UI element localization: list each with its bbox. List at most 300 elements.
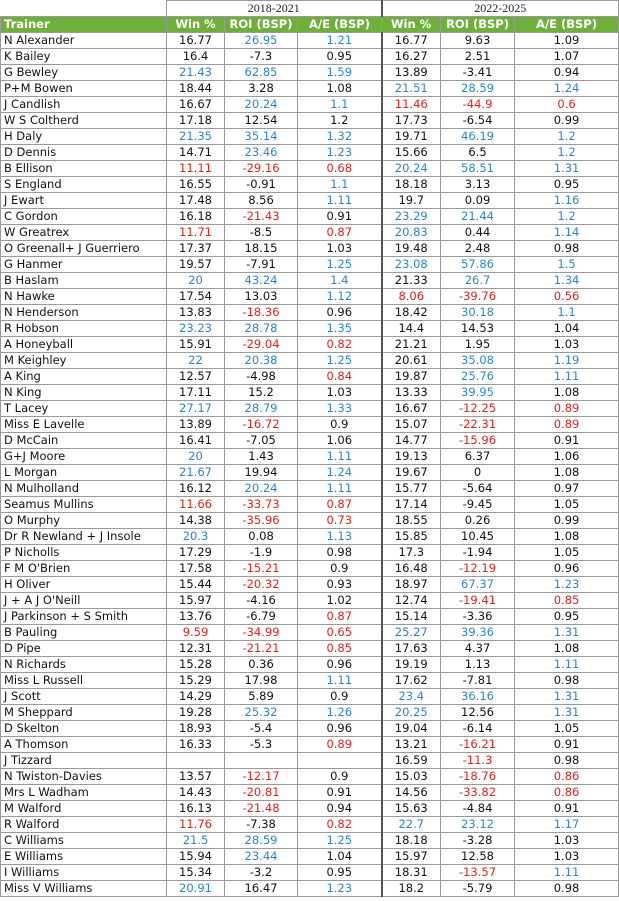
roi-2018-cell: -1.9 xyxy=(225,545,298,561)
win-pct-2022-cell: 15.63 xyxy=(382,801,441,817)
ae-2018-cell: 1.1 xyxy=(298,177,382,193)
win-pct-2018-cell: 17.48 xyxy=(167,193,225,209)
roi-2018-cell: -4.98 xyxy=(225,369,298,385)
table-row xyxy=(1,737,619,753)
win-pct-2018-cell: 16.4 xyxy=(167,49,225,65)
roi-2022-cell: 6.5 xyxy=(441,145,515,161)
roi-2018-cell: -7.38 xyxy=(225,817,298,833)
win-pct-2018-cell: 17.18 xyxy=(167,113,225,129)
ae-2022-cell: 1.11 xyxy=(515,657,619,673)
ae-2022-cell: 0.97 xyxy=(515,481,619,497)
trainer-name-cell: M Walford xyxy=(1,801,167,817)
roi-2018-cell: 15.2 xyxy=(225,385,298,401)
ae-2022-cell: 1.31 xyxy=(515,161,619,177)
trainer-name-cell: C Williams xyxy=(1,833,167,849)
win-pct-2022-cell: 23.29 xyxy=(382,209,441,225)
roi-2018-cell: -4.16 xyxy=(225,593,298,609)
ae-2022-cell: 1.24 xyxy=(515,81,619,97)
win-pct-2018-cell: 16.77 xyxy=(167,33,225,49)
ae-2018-cell: 0.82 xyxy=(298,337,382,353)
table-row xyxy=(1,753,619,769)
ae-2018-cell: 1.11 xyxy=(298,673,382,689)
roi-2018-cell: -8.5 xyxy=(225,225,298,241)
ae-2022-cell: 1.34 xyxy=(515,273,619,289)
trainer-name-cell: R Walford xyxy=(1,817,167,833)
roi-2018-cell: -5.4 xyxy=(225,721,298,737)
ae-2018-cell: 1.35 xyxy=(298,321,382,337)
trainer-name-cell: O Greenall+ J Guerriero xyxy=(1,241,167,257)
ae-2018-cell xyxy=(298,753,382,769)
win-pct-2018-cell: 11.76 xyxy=(167,817,225,833)
table-row xyxy=(1,241,619,257)
roi-2018-cell: -16.72 xyxy=(225,417,298,433)
table-row xyxy=(1,321,619,337)
roi-2018-cell: -0.91 xyxy=(225,177,298,193)
ae-2018-cell: 1.11 xyxy=(298,193,382,209)
table-row xyxy=(1,209,619,225)
win-pct-2022-cell: 18.42 xyxy=(382,305,441,321)
ae-2018-cell: 0.91 xyxy=(298,785,382,801)
table-row xyxy=(1,225,619,241)
ae-2018-cell: 0.68 xyxy=(298,161,382,177)
ae-2022-cell: 1.11 xyxy=(515,865,619,881)
roi-2022-cell: -6.54 xyxy=(441,113,515,129)
table-row xyxy=(1,721,619,737)
win-pct-2022-cell: 18.31 xyxy=(382,865,441,881)
roi-2022-cell: 9.63 xyxy=(441,33,515,49)
ae-2022-cell: 0.85 xyxy=(515,593,619,609)
roi-2022-cell: -3.36 xyxy=(441,609,515,625)
ae-2018-cell: 1.25 xyxy=(298,833,382,849)
ae-2022-cell: 1.2 xyxy=(515,129,619,145)
win-pct-2018-cell: 15.97 xyxy=(167,593,225,609)
ae-2018-cell: 1.2 xyxy=(298,113,382,129)
roi-2018-cell: 23.44 xyxy=(225,849,298,865)
roi-2022-cell: 25.76 xyxy=(441,369,515,385)
trainer-name-cell: J Scott xyxy=(1,689,167,705)
roi-2018-cell: 28.59 xyxy=(225,833,298,849)
roi-2022-cell: 4.37 xyxy=(441,641,515,657)
roi-2022-cell: -22.31 xyxy=(441,417,515,433)
ae-2022-cell: 1.1 xyxy=(515,305,619,321)
win-pct-2022-cell: 18.2 xyxy=(382,881,441,897)
win-pct-2022-cell: 21.33 xyxy=(382,273,441,289)
roi-2022-cell: -33.82 xyxy=(441,785,515,801)
ae-2022-cell: 0.94 xyxy=(515,65,619,81)
table-row xyxy=(1,337,619,353)
ae-2022-cell: 1.2 xyxy=(515,145,619,161)
ae-2018-cell: 0.93 xyxy=(298,577,382,593)
win-pct-2018-cell: 17.29 xyxy=(167,545,225,561)
roi-2022-cell: 1.95 xyxy=(441,337,515,353)
ae-2022-cell: 1.31 xyxy=(515,705,619,721)
table-row xyxy=(1,689,619,705)
win-pct-2018-cell: 16.55 xyxy=(167,177,225,193)
trainer-name-cell: S England xyxy=(1,177,167,193)
win-pct-2022-cell: 15.77 xyxy=(382,481,441,497)
roi-2022-cell: -12.19 xyxy=(441,561,515,577)
win-pct-2018-cell: 15.28 xyxy=(167,657,225,673)
ae-2018-cell: 0.9 xyxy=(298,769,382,785)
ae-2018-cell: 1.08 xyxy=(298,81,382,97)
ae-2022-cell: 1.16 xyxy=(515,193,619,209)
table-row xyxy=(1,177,619,193)
win-pct-2018-cell: 19.57 xyxy=(167,257,225,273)
win-pct-2022-cell: 19.71 xyxy=(382,129,441,145)
win-pct-2018-cell: 13.76 xyxy=(167,609,225,625)
win-pct-2022-cell: 17.73 xyxy=(382,113,441,129)
trainer-name-cell: N King xyxy=(1,385,167,401)
table-row xyxy=(1,49,619,65)
ae-2022-cell: 0.98 xyxy=(515,673,619,689)
table-row xyxy=(1,369,619,385)
win-pct-2018-cell: 20.3 xyxy=(167,529,225,545)
roi-2022-cell: 3.13 xyxy=(441,177,515,193)
trainer-name-cell: R Hobson xyxy=(1,321,167,337)
trainer-name-cell: I Williams xyxy=(1,865,167,881)
roi-2022-cell: -7.81 xyxy=(441,673,515,689)
roi-2018-cell: 43.24 xyxy=(225,273,298,289)
ae-2018-cell: 0.9 xyxy=(298,561,382,577)
roi-2022-cell: -13.57 xyxy=(441,865,515,881)
ae-2022-cell: 0.98 xyxy=(515,753,619,769)
ae-2022-cell: 0.98 xyxy=(515,881,619,897)
ae-2018-cell: 1.11 xyxy=(298,449,382,465)
roi-2018-cell: 12.54 xyxy=(225,113,298,129)
trainer-name-cell: Seamus Mullins xyxy=(1,497,167,513)
table-row xyxy=(1,561,619,577)
trainer-name-cell: Mrs L Wadham xyxy=(1,785,167,801)
win-pct-2018-cell: 17.58 xyxy=(167,561,225,577)
roi-2022-cell: 58.51 xyxy=(441,161,515,177)
roi-2022-cell: 2.51 xyxy=(441,49,515,65)
trainer-name-cell: Dr R Newland + J Insole xyxy=(1,529,167,545)
ae-2018-cell: 1.11 xyxy=(298,481,382,497)
roi-2018-cell: 28.79 xyxy=(225,401,298,417)
ae-2022-cell: 1.31 xyxy=(515,625,619,641)
win-pct-2018-cell: 18.93 xyxy=(167,721,225,737)
col-header-roi-2[interactable]: ROI (BSP) xyxy=(441,17,515,33)
win-pct-2022-cell: 16.67 xyxy=(382,401,441,417)
table-row xyxy=(1,273,619,289)
roi-2018-cell: 13.03 xyxy=(225,289,298,305)
trainer-name-cell: C Gordon xyxy=(1,209,167,225)
roi-2018-cell: -7.3 xyxy=(225,49,298,65)
roi-2018-cell: 8.56 xyxy=(225,193,298,209)
ae-2018-cell: 0.94 xyxy=(298,801,382,817)
roi-2022-cell: 12.58 xyxy=(441,849,515,865)
roi-2022-cell: 39.95 xyxy=(441,385,515,401)
win-pct-2022-cell: 21.51 xyxy=(382,81,441,97)
table-row xyxy=(1,545,619,561)
ae-2022-cell: 1.03 xyxy=(515,337,619,353)
roi-2018-cell: -18.36 xyxy=(225,305,298,321)
win-pct-2022-cell: 14.56 xyxy=(382,785,441,801)
trainer-name-cell: Miss E Lavelle xyxy=(1,417,167,433)
table-row xyxy=(1,113,619,129)
table-row xyxy=(1,881,619,897)
ae-2018-cell: 0.98 xyxy=(298,545,382,561)
roi-2022-cell: -12.25 xyxy=(441,401,515,417)
roi-2018-cell: -15.21 xyxy=(225,561,298,577)
ae-2022-cell: 1.17 xyxy=(515,817,619,833)
roi-2022-cell: -1.94 xyxy=(441,545,515,561)
trainer-name-cell: O Murphy xyxy=(1,513,167,529)
roi-2018-cell: 0.36 xyxy=(225,657,298,673)
win-pct-2018-cell: 11.71 xyxy=(167,225,225,241)
roi-2022-cell: -3.41 xyxy=(441,65,515,81)
table-row xyxy=(1,497,619,513)
win-pct-2022-cell: 19.19 xyxy=(382,657,441,673)
ae-2022-cell: 1.31 xyxy=(515,689,619,705)
roi-2022-cell: 30.18 xyxy=(441,305,515,321)
win-pct-2022-cell: 14.77 xyxy=(382,433,441,449)
table-body xyxy=(1,33,619,897)
win-pct-2018-cell: 21.5 xyxy=(167,833,225,849)
win-pct-2022-cell: 18.18 xyxy=(382,177,441,193)
table-row xyxy=(1,529,619,545)
trainer-name-cell: A Honeyball xyxy=(1,337,167,353)
ae-2018-cell: 1.03 xyxy=(298,385,382,401)
win-pct-2022-cell: 13.21 xyxy=(382,737,441,753)
ae-2022-cell: 0.91 xyxy=(515,737,619,753)
ae-2022-cell: 1.09 xyxy=(515,33,619,49)
roi-2022-cell: 10.45 xyxy=(441,529,515,545)
ae-2022-cell: 1.04 xyxy=(515,321,619,337)
win-pct-2022-cell: 13.33 xyxy=(382,385,441,401)
ae-2022-cell: 1.14 xyxy=(515,225,619,241)
roi-2022-cell: 2.48 xyxy=(441,241,515,257)
col-header-win-pct-2[interactable]: Win % xyxy=(382,17,441,33)
roi-2022-cell: 1.13 xyxy=(441,657,515,673)
roi-2018-cell: -5.3 xyxy=(225,737,298,753)
ae-2018-cell: 1.06 xyxy=(298,433,382,449)
win-pct-2022-cell: 19.48 xyxy=(382,241,441,257)
column-header-row xyxy=(1,17,619,33)
roi-2022-cell: -5.79 xyxy=(441,881,515,897)
ae-2022-cell: 0.95 xyxy=(515,609,619,625)
win-pct-2018-cell: 14.38 xyxy=(167,513,225,529)
trainer-name-cell: D Pipe xyxy=(1,641,167,657)
roi-2018-cell: 62.85 xyxy=(225,65,298,81)
ae-2018-cell: 1.23 xyxy=(298,145,382,161)
roi-2022-cell: 67.37 xyxy=(441,577,515,593)
table-row xyxy=(1,385,619,401)
roi-2022-cell: 23.12 xyxy=(441,817,515,833)
table-row xyxy=(1,465,619,481)
roi-2018-cell: -21.21 xyxy=(225,641,298,657)
roi-2022-cell: -6.14 xyxy=(441,721,515,737)
win-pct-2022-cell: 19.7 xyxy=(382,193,441,209)
trainer-name-cell: Miss L Russell xyxy=(1,673,167,689)
col-header-ae[interactable]: A/E (BSP) xyxy=(298,17,382,33)
table-row xyxy=(1,145,619,161)
trainer-name-cell: D Skelton xyxy=(1,721,167,737)
ae-2022-cell: 0.89 xyxy=(515,401,619,417)
trainer-name-cell: K Bailey xyxy=(1,49,167,65)
win-pct-2018-cell: 15.94 xyxy=(167,849,225,865)
col-header-ae-2[interactable]: A/E (BSP) xyxy=(515,17,619,33)
ae-2018-cell: 1.12 xyxy=(298,289,382,305)
roi-2018-cell: -35.96 xyxy=(225,513,298,529)
trainer-name-cell: N Alexander xyxy=(1,33,167,49)
win-pct-2018-cell: 15.34 xyxy=(167,865,225,881)
trainer-name-cell: N Hawke xyxy=(1,289,167,305)
table-row xyxy=(1,65,619,81)
ae-2022-cell: 0.86 xyxy=(515,769,619,785)
table-row xyxy=(1,513,619,529)
win-pct-2022-cell: 16.59 xyxy=(382,753,441,769)
table-row xyxy=(1,769,619,785)
trainer-name-cell: M Keighley xyxy=(1,353,167,369)
win-pct-2022-cell: 18.18 xyxy=(382,833,441,849)
win-pct-2022-cell: 11.46 xyxy=(382,97,441,113)
trainer-name-cell: N Richards xyxy=(1,657,167,673)
period-2022-2025: 2022-2025 xyxy=(382,1,619,17)
roi-2022-cell: 0.44 xyxy=(441,225,515,241)
win-pct-2018-cell: 11.11 xyxy=(167,161,225,177)
roi-2022-cell: -9.45 xyxy=(441,497,515,513)
win-pct-2018-cell: 19.28 xyxy=(167,705,225,721)
trainer-name-cell: J Candlish xyxy=(1,97,167,113)
ae-2022-cell: 0.99 xyxy=(515,113,619,129)
win-pct-2018-cell: 17.54 xyxy=(167,289,225,305)
period-header-row xyxy=(1,1,619,17)
ae-2022-cell: 0.6 xyxy=(515,97,619,113)
trainer-name-cell: B Haslam xyxy=(1,273,167,289)
ae-2018-cell: 0.87 xyxy=(298,609,382,625)
roi-2018-cell: 20.24 xyxy=(225,97,298,113)
roi-2022-cell: 0.09 xyxy=(441,193,515,209)
win-pct-2022-cell: 17.63 xyxy=(382,641,441,657)
win-pct-2022-cell: 20.24 xyxy=(382,161,441,177)
roi-2022-cell: -4.84 xyxy=(441,801,515,817)
ae-2022-cell: 1.5 xyxy=(515,257,619,273)
win-pct-2022-cell: 13.89 xyxy=(382,65,441,81)
ae-2018-cell: 0.95 xyxy=(298,865,382,881)
table-row xyxy=(1,577,619,593)
win-pct-2018-cell: 9.59 xyxy=(167,625,225,641)
ae-2018-cell: 0.9 xyxy=(298,689,382,705)
col-header-trainer[interactable]: Trainer xyxy=(1,17,167,33)
ae-2022-cell: 1.05 xyxy=(515,497,619,513)
win-pct-2018-cell: 18.44 xyxy=(167,81,225,97)
ae-2022-cell: 0.95 xyxy=(515,177,619,193)
ae-2018-cell: 0.73 xyxy=(298,513,382,529)
ae-2022-cell: 0.89 xyxy=(515,417,619,433)
table-row xyxy=(1,625,619,641)
win-pct-2022-cell: 19.87 xyxy=(382,369,441,385)
table-row xyxy=(1,865,619,881)
trainer-name-cell: N Henderson xyxy=(1,305,167,321)
ae-2022-cell: 0.86 xyxy=(515,785,619,801)
win-pct-2022-cell: 15.07 xyxy=(382,417,441,433)
table-row xyxy=(1,785,619,801)
ae-2022-cell: 1.03 xyxy=(515,833,619,849)
ae-2018-cell: 1.25 xyxy=(298,353,382,369)
win-pct-2022-cell: 20.83 xyxy=(382,225,441,241)
table-row xyxy=(1,97,619,113)
roi-2018-cell: 0.08 xyxy=(225,529,298,545)
table-row xyxy=(1,33,619,49)
table-row xyxy=(1,801,619,817)
trainer-name-cell: H Daly xyxy=(1,129,167,145)
table-row xyxy=(1,657,619,673)
win-pct-2022-cell: 20.61 xyxy=(382,353,441,369)
roi-2022-cell: 36.16 xyxy=(441,689,515,705)
roi-2018-cell: -20.81 xyxy=(225,785,298,801)
win-pct-2018-cell: 12.57 xyxy=(167,369,225,385)
table-row xyxy=(1,817,619,833)
win-pct-2022-cell: 21.21 xyxy=(382,337,441,353)
win-pct-2022-cell: 15.03 xyxy=(382,769,441,785)
trainer-name-cell: L Morgan xyxy=(1,465,167,481)
roi-2022-cell: 6.37 xyxy=(441,449,515,465)
roi-2022-cell: 0.26 xyxy=(441,513,515,529)
col-header-win-pct[interactable]: Win % xyxy=(167,17,225,33)
win-pct-2018-cell: 16.12 xyxy=(167,481,225,497)
roi-2018-cell: -12.17 xyxy=(225,769,298,785)
table-row xyxy=(1,641,619,657)
roi-2018-cell: 26.95 xyxy=(225,33,298,49)
win-pct-2018-cell: 20 xyxy=(167,449,225,465)
win-pct-2022-cell: 15.66 xyxy=(382,145,441,161)
table-row xyxy=(1,417,619,433)
win-pct-2022-cell: 20.25 xyxy=(382,705,441,721)
period-2018-2021: 2018-2021 xyxy=(167,1,382,17)
ae-2018-cell: 1.04 xyxy=(298,849,382,865)
trainer-name-cell: W Greatrex xyxy=(1,225,167,241)
roi-2022-cell: -11.3 xyxy=(441,753,515,769)
roi-2022-cell: 46.19 xyxy=(441,129,515,145)
ae-2018-cell: 1.24 xyxy=(298,465,382,481)
roi-2022-cell: 57.86 xyxy=(441,257,515,273)
win-pct-2022-cell: 15.14 xyxy=(382,609,441,625)
col-header-roi[interactable]: ROI (BSP) xyxy=(225,17,298,33)
roi-2022-cell: 12.56 xyxy=(441,705,515,721)
ae-2018-cell: 1.21 xyxy=(298,33,382,49)
win-pct-2018-cell: 17.37 xyxy=(167,241,225,257)
roi-2022-cell: 28.59 xyxy=(441,81,515,97)
ae-2022-cell: 0.99 xyxy=(515,513,619,529)
ae-2022-cell: 0.56 xyxy=(515,289,619,305)
roi-2022-cell: 21.44 xyxy=(441,209,515,225)
ae-2022-cell: 1.07 xyxy=(515,49,619,65)
win-pct-2022-cell: 17.62 xyxy=(382,673,441,689)
table-row xyxy=(1,833,619,849)
trainer-name-cell: A Thomson xyxy=(1,737,167,753)
ae-2022-cell: 1.05 xyxy=(515,545,619,561)
roi-2018-cell: 16.47 xyxy=(225,881,298,897)
ae-2022-cell: 1.08 xyxy=(515,529,619,545)
win-pct-2022-cell: 15.85 xyxy=(382,529,441,545)
win-pct-2022-cell: 18.55 xyxy=(382,513,441,529)
trainer-name-cell: F M O'Brien xyxy=(1,561,167,577)
win-pct-2022-cell: 15.97 xyxy=(382,849,441,865)
win-pct-2018-cell: 13.83 xyxy=(167,305,225,321)
roi-2018-cell: -7.05 xyxy=(225,433,298,449)
roi-2018-cell: -29.16 xyxy=(225,161,298,177)
roi-2018-cell: 20.38 xyxy=(225,353,298,369)
trainer-name-cell: P Nicholls xyxy=(1,545,167,561)
roi-2018-cell: -33.73 xyxy=(225,497,298,513)
roi-2018-cell: 20.24 xyxy=(225,481,298,497)
ae-2018-cell: 0.65 xyxy=(298,625,382,641)
roi-2022-cell: -39.76 xyxy=(441,289,515,305)
win-pct-2018-cell: 16.18 xyxy=(167,209,225,225)
ae-2018-cell: 0.96 xyxy=(298,305,382,321)
win-pct-2022-cell: 19.13 xyxy=(382,449,441,465)
